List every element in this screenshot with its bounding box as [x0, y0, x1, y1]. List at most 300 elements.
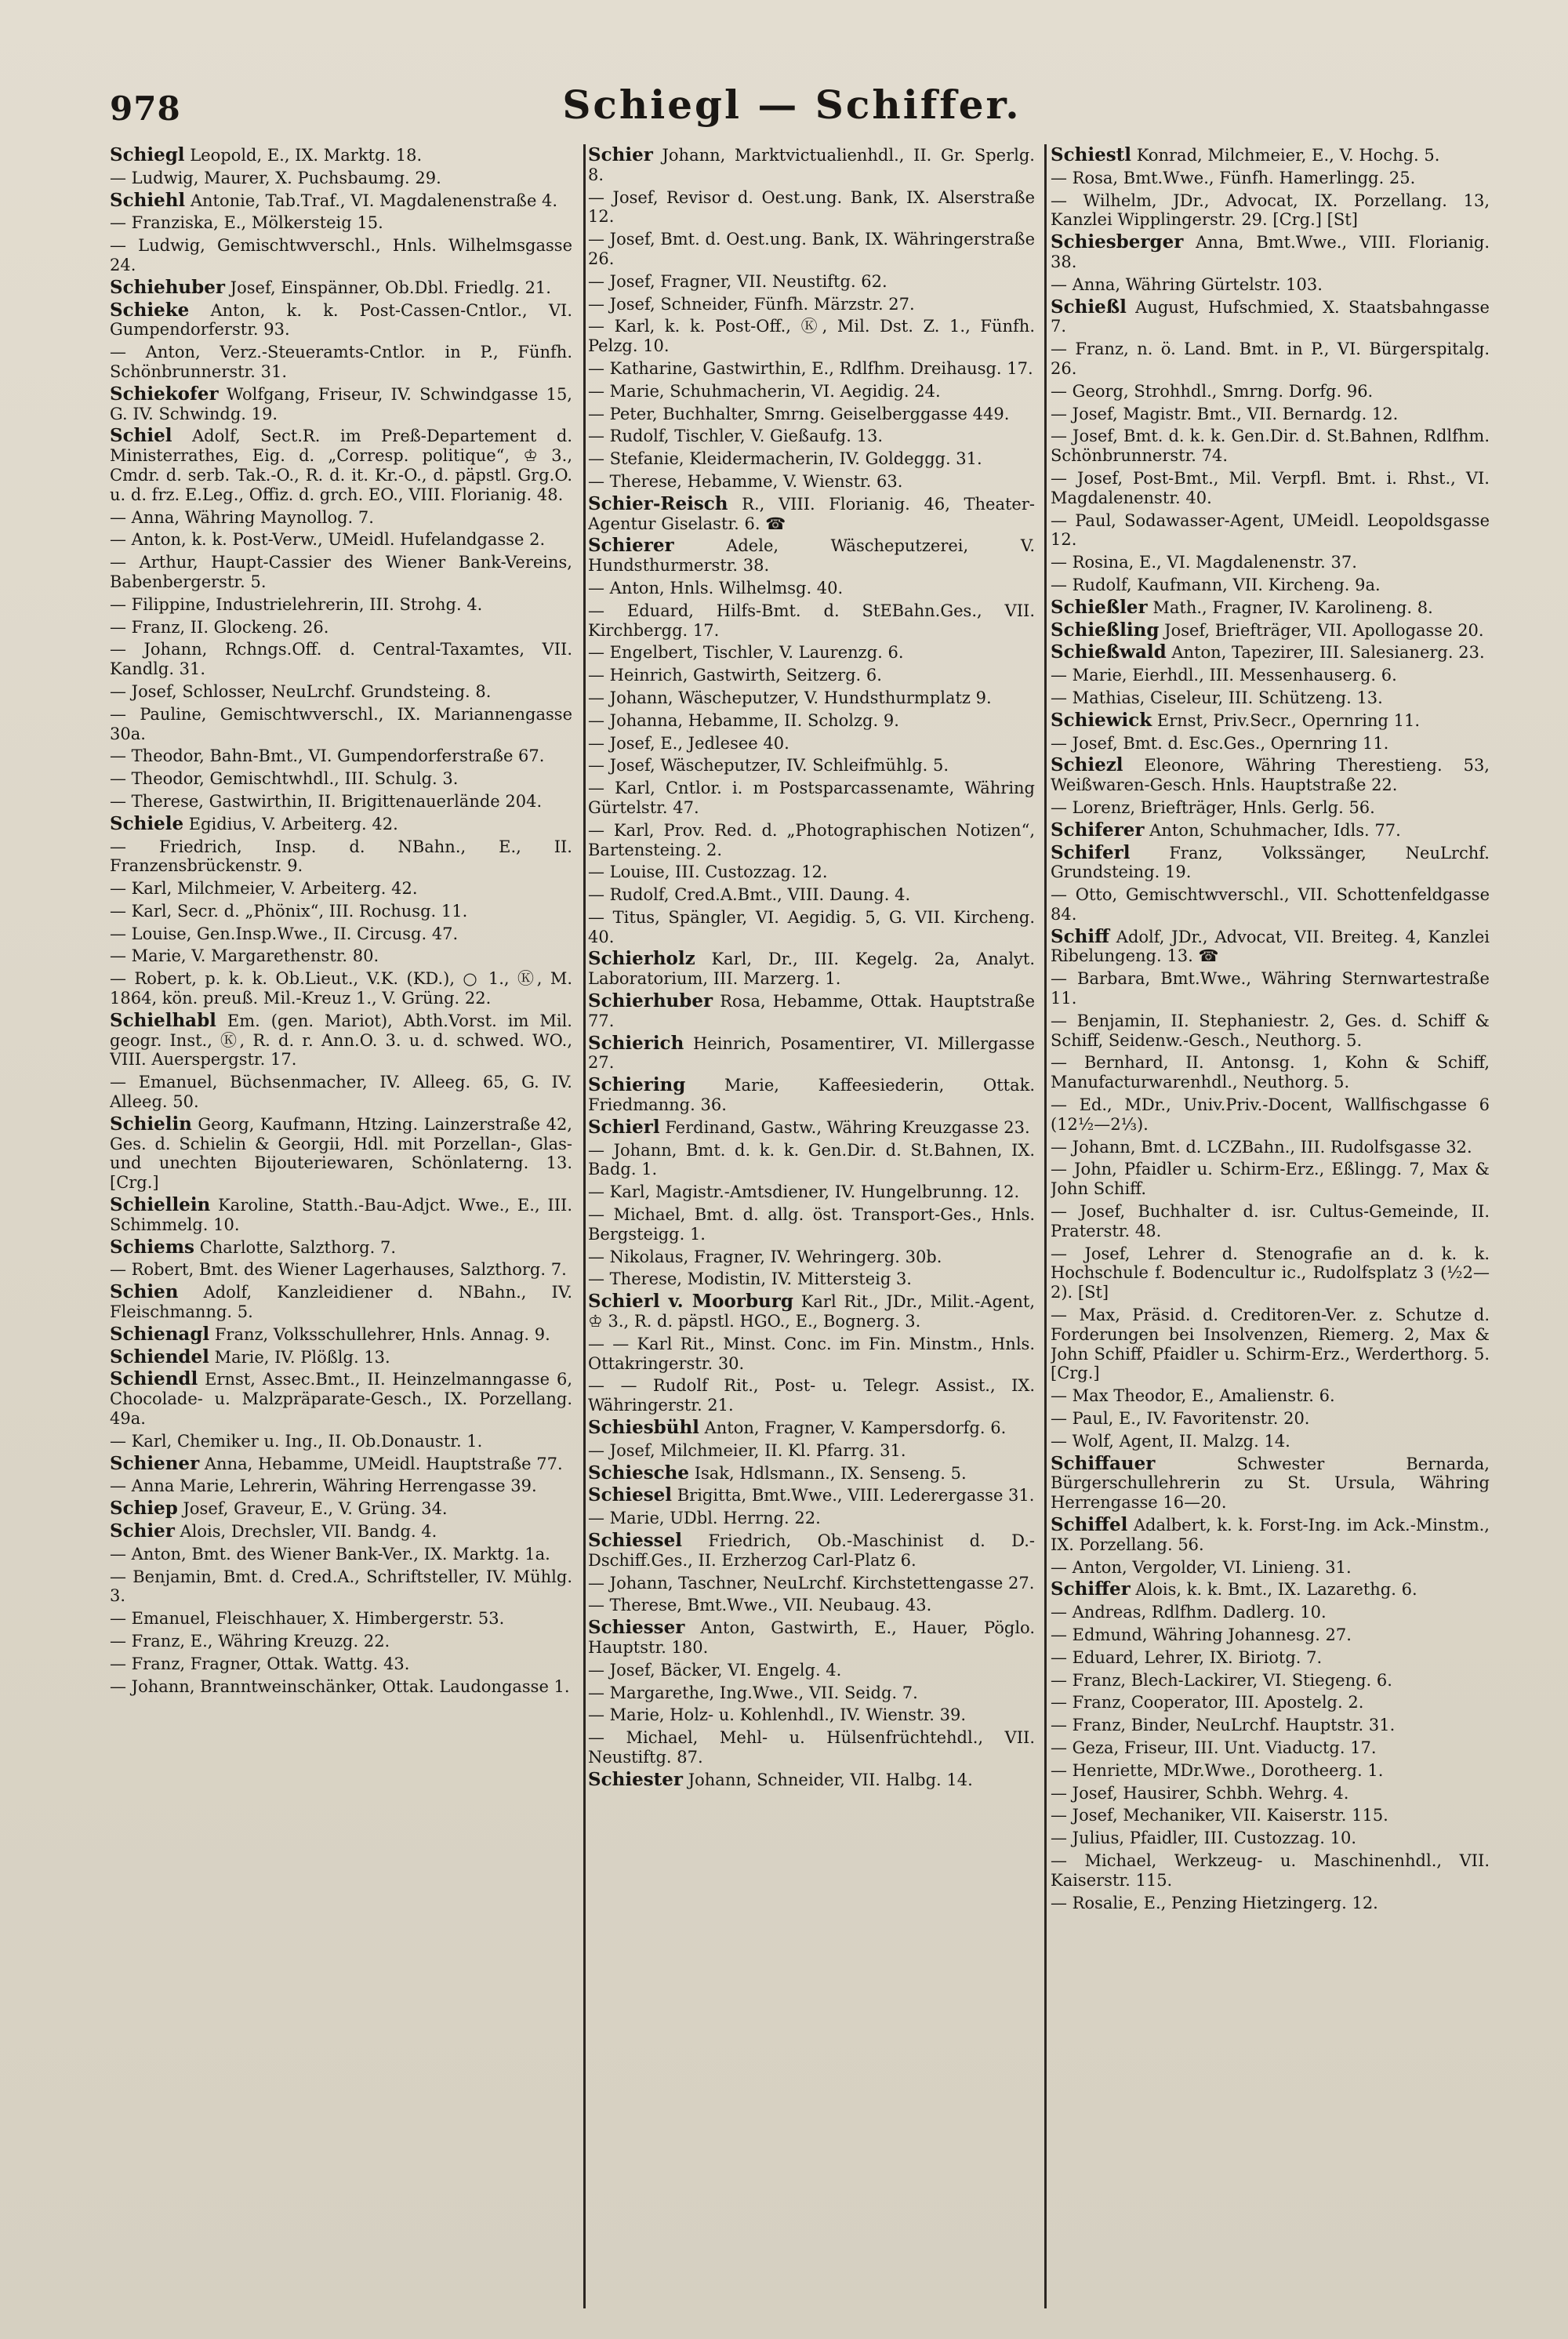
- page-number: 978: [110, 89, 181, 128]
- directory-entry: [1051, 1829, 1490, 1848]
- entry-text: — Johann, Taschner, NeuLrchf. Kirchstettengasse 27.: [588, 1573, 1035, 1593]
- entry-surname: Schiegl: [110, 144, 185, 165]
- directory-entry: [588, 1683, 1035, 1703]
- directory-entry: [1051, 1603, 1490, 1622]
- entry-text: — Filippine, Industrielehrerin, III. Strohg. 4.: [110, 594, 483, 614]
- entry-text: — Josef, Buchhalter d. isr. Cultus-Gemeinde, II. Praterstr. 48.: [1051, 1202, 1490, 1240]
- directory-entry: [1051, 925, 1490, 967]
- entry-text: — Bernhard, II. Antonsg. 1, Kohn & Schiff, Manufacturwarenhdl., Neuthorg. 5.: [1051, 1053, 1490, 1092]
- directory-entry: [1051, 1012, 1490, 1051]
- directory-entry: [110, 879, 572, 899]
- entry-text: — Josef, Bmt. d. Esc.Ges., Opernring 11.: [1051, 733, 1389, 753]
- directory-entry: [588, 146, 1035, 185]
- entry-text: Ferdinand, Gastw., Währing Kreuzgasse 23.: [665, 1117, 1030, 1137]
- directory-entry: [588, 734, 1035, 754]
- entry-text: — Josef, Milchmeier, II. Kl. Pfarrg. 31.: [588, 1440, 906, 1460]
- directory-entry: [588, 1705, 1035, 1725]
- directory-entry: [110, 705, 572, 744]
- directory-entry: [588, 295, 1035, 314]
- entry-text: Ernst, Priv.Secr., Opernring 11.: [1156, 710, 1421, 730]
- entry-surname: Schiester: [588, 1768, 684, 1790]
- entry-text: Rosa, Hebamme, Ottak. Hauptstraße 77.: [588, 992, 1035, 1030]
- directory-entry: [1051, 734, 1490, 754]
- directory-entry: [1051, 1648, 1490, 1668]
- entry-surname: Schielin: [110, 1113, 192, 1135]
- directory-columns: [110, 144, 1490, 2308]
- entry-text: — Therese, Modistin, IV. Mittersteig 3.: [588, 1269, 912, 1289]
- directory-entry: [1051, 1761, 1490, 1781]
- entry-surname: Schier-Reisch: [588, 492, 728, 514]
- entry-surname: Schiffer: [1051, 1578, 1131, 1600]
- directory-entry: [588, 711, 1035, 731]
- entry-text: Johann, Marktvictualienhdl., II. Gr. Sperlg. 8.: [588, 146, 1035, 184]
- entry-text: — Johann, Bmt. d. k. k. Gen.Dir. d. St.Bahnen, IX. Badg. 1.: [588, 1140, 1035, 1179]
- entry-text: — Franz, Blech-Lackirer, VI. Stiegeng. 6.: [1051, 1670, 1392, 1690]
- directory-entry: [588, 1076, 1035, 1115]
- directory-entry: [588, 666, 1035, 685]
- entry-surname: Schiendl: [110, 1368, 198, 1390]
- entry-text: — Therese, Bmt.Wwe., VII. Neubaug. 43.: [588, 1596, 932, 1615]
- entry-surname: Schiff: [1051, 925, 1109, 947]
- entry-text: — Louise, III. Custozzag. 12.: [588, 863, 828, 882]
- directory-entry: [1051, 885, 1490, 924]
- directory-entry: [110, 236, 572, 275]
- entry-text: — Edmund, Währing Johannesg. 27.: [1051, 1625, 1352, 1644]
- directory-entry: [110, 1452, 572, 1474]
- directory-entry: [1051, 1784, 1490, 1803]
- directory-entry: [1051, 576, 1490, 595]
- entry-text: — Josef, E., Jedlesee 40.: [588, 733, 789, 753]
- entry-text: — Josef, Post-Bmt., Mil. Verpfl. Bmt. i. Rhst., VI. Magdalenenstr. 40.: [1051, 468, 1490, 507]
- entry-text: — Anton, Vergolder, VI. Linieng. 31.: [1051, 1557, 1352, 1577]
- entry-text: — Josef, Mechaniker, VII. Kaiserstr. 115.: [1051, 1806, 1388, 1825]
- directory-entry: [588, 1768, 1035, 1790]
- running-title: Schiegl — Schiffer.: [562, 82, 1022, 128]
- entry-text: — Karl, Magistr.-Amtsdiener, IV. Hungelbrunng. 12.: [588, 1182, 1020, 1202]
- entry-text: — Josef, Schneider, Fünfh. Märzstr. 27.: [588, 294, 915, 314]
- entry-text: — Henriette, MDr.Wwe., Dorotheerg. 1.: [1051, 1760, 1384, 1780]
- entry-text: Anna, Hebamme, UMeidl. Hauptstraße 77.: [204, 1454, 563, 1473]
- entry-text: — Josef, Wäscheputzer, IV. Schleifmühlg. 5.: [588, 756, 949, 775]
- directory-entry: [588, 1034, 1035, 1073]
- entry-text: — Franz, E., Währing Kreuzg. 22.: [110, 1631, 390, 1651]
- directory-entry: [110, 1522, 572, 1542]
- entry-text: Josef, Briefträger, VII. Apollogasse 20.: [1164, 620, 1484, 640]
- directory-entry: [588, 1248, 1035, 1267]
- directory-entry: [110, 640, 572, 679]
- entry-text: Em. (gen. Mariot), Abth.Vorst. im Mil. geogr. Inst., Ⓚ, R. d. r. Ann.O. 3. u. d. schwed. WO., VIII. Auerspergstr. 17.: [110, 1011, 572, 1070]
- entry-text: — Paul, Sodawasser-Agent, UMeidl. Leopoldsgasse 12.: [1051, 510, 1490, 550]
- directory-entry: [110, 385, 572, 424]
- directory-entry: [110, 508, 572, 528]
- entry-text: Marie, Kaffeesiederin, Ottak. Friedmanng. 36.: [588, 1076, 1035, 1115]
- entry-text: — Josef, Bmt. d. k. k. Gen.Dir. d. St.Bahnen, Rdlfhm. Schönbrunnerstr. 74.: [1051, 427, 1490, 466]
- directory-entry: [1051, 1806, 1490, 1825]
- directory-entry: [588, 908, 1035, 947]
- entry-text: — Robert, Bmt. des Wiener Lagerhauses, Salzthorg. 7.: [110, 1260, 567, 1280]
- directory-entry: [588, 579, 1035, 598]
- entry-text: — Wolf, Agent, II. Malzg. 14.: [1051, 1431, 1290, 1451]
- entry-text: August, Hufschmied, X. Staatsbahngasse 7.: [1051, 297, 1490, 336]
- directory-entry: [588, 1205, 1035, 1244]
- entry-surname: Schiep: [110, 1498, 178, 1520]
- entry-surname: Schien: [110, 1281, 179, 1303]
- entry-text: — Andreas, Rdlfhm. Dadlerg. 10.: [1051, 1603, 1327, 1622]
- directory-entry: [110, 530, 572, 550]
- entry-text: Math., Fragner, IV. Karolineng. 8.: [1152, 597, 1433, 617]
- entry-text: Isak, Hdlsmann., IX. Senseng. 5.: [694, 1463, 967, 1483]
- directory-entry: [1051, 1516, 1490, 1555]
- entry-text: — Franz, Cooperator, III. Apostelg. 2.: [1051, 1693, 1364, 1712]
- entry-text: — Franz, II. Glockeng. 26.: [110, 617, 329, 637]
- entry-surname: Schiekofer: [110, 383, 219, 405]
- directory-entry: [588, 950, 1035, 989]
- entry-text: — Karl, Chemiker u. Ing., II. Ob.Donaustr. 1.: [110, 1431, 483, 1451]
- directory-entry: [1051, 146, 1490, 165]
- directory-entry: [588, 405, 1035, 424]
- directory-entry: [1051, 1306, 1490, 1383]
- directory-entry: [110, 946, 572, 966]
- entry-text: — Heinrich, Gastwirth, Seitzerg. 6.: [588, 666, 882, 685]
- entry-surname: Schiellein: [110, 1194, 211, 1216]
- directory-entry: [588, 779, 1035, 818]
- entry-text: Heinrich, Posamentirer, VI. Millergasse 27.: [588, 1033, 1035, 1073]
- directory-entry: [588, 1269, 1035, 1289]
- directory-entry: [110, 924, 572, 944]
- directory-entry: [1051, 1671, 1490, 1691]
- directory-entry: [1051, 405, 1490, 424]
- directory-entry: [110, 1073, 572, 1112]
- directory-entry: [1051, 969, 1490, 1008]
- entry-text: — Johann, Rchngs.Off. d. Central-Taxamtes, VII. Kandlg. 31.: [110, 640, 572, 679]
- entry-text: — Karl, Milchmeier, V. Arbeiterg. 42.: [110, 879, 418, 899]
- entry-text: — Franz, Binder, NeuLrchf. Hauptstr. 31.: [1051, 1716, 1396, 1735]
- entry-text: — Geza, Friseur, III. Unt. Viaductg. 17.: [1051, 1738, 1377, 1757]
- directory-entry: [588, 1596, 1035, 1615]
- entry-text: — Lorenz, Briefträger, Hnls. Gerlg. 56.: [1051, 797, 1375, 817]
- directory-entry: [1051, 666, 1490, 685]
- entry-text: — Nikolaus, Fragner, IV. Wehringerg. 30b.: [588, 1247, 942, 1266]
- directory-entry: [588, 427, 1035, 446]
- directory-entry: [110, 1238, 572, 1258]
- entry-surname: Schiel: [110, 425, 172, 447]
- directory-entry: [110, 902, 572, 921]
- directory-entry: [1051, 1053, 1490, 1092]
- directory-entry: [110, 1499, 572, 1519]
- entry-text: — Rudolf, Tischler, V. Gießaufg. 13.: [588, 427, 884, 446]
- directory-entry: [1051, 1716, 1490, 1735]
- entry-text: — Theodor, Bahn-Bmt., VI. Gumpendorferstraße 67.: [110, 746, 545, 766]
- entry-text: — Marie, UDbl. Herrng. 22.: [588, 1509, 821, 1528]
- column-2: [588, 144, 1035, 2308]
- entry-text: Alois, Drechsler, VII. Bandg. 4.: [180, 1522, 437, 1541]
- directory-entry: [1051, 598, 1490, 618]
- entry-surname: Schiener: [110, 1452, 200, 1474]
- directory-entry: [110, 1283, 572, 1322]
- directory-entry: [110, 1009, 572, 1070]
- entry-text: — Franz, Fragner, Ottak. Wattg. 43.: [110, 1654, 410, 1673]
- directory-entry: [1051, 553, 1490, 572]
- entry-text: — Josef, Hausirer, Schbh. Wehrg. 4.: [1051, 1783, 1349, 1803]
- entry-text: — Johann, Branntweinschänker, Ottak. Laudongasse 1.: [110, 1676, 570, 1696]
- entry-text: — Therese, Gastwirthin, II. Brigittenauerlände 204.: [110, 791, 543, 811]
- entry-text: — Johann, Wäscheputzer, V. Hundsthurmplatz 9.: [588, 688, 992, 707]
- column-1: [110, 144, 572, 2308]
- directory-entry: [1051, 711, 1490, 731]
- directory-entry: [1051, 1095, 1490, 1135]
- entry-surname: Schierl v. Moorburg: [588, 1291, 793, 1313]
- directory-entry: [1051, 841, 1490, 883]
- entry-surname: Schiferl: [1051, 841, 1131, 863]
- directory-entry: [110, 1432, 572, 1451]
- directory-entry: [588, 1728, 1035, 1767]
- entry-text: — Josef, Bäcker, VI. Engelg. 4.: [588, 1660, 842, 1680]
- directory-entry: [588, 1118, 1035, 1138]
- entry-text: — Rosa, Bmt.Wwe., Fünfh. Hamerlingg. 25.: [1051, 168, 1416, 187]
- directory-entry: [588, 1661, 1035, 1680]
- entry-text: — Marie, Holz- u. Kohlenhdl., IV. Wienstr. 39.: [588, 1705, 967, 1725]
- entry-text: — Eduard, Hilfs-Bmt. d. StEBahn.Ges., VII. Kirchbergg. 17.: [588, 601, 1035, 640]
- entry-surname: Schier: [588, 144, 653, 165]
- entry-text: — Karl, Prov. Red. d. „Photographischen Notizen“, Bartensteing. 2.: [588, 820, 1035, 859]
- entry-surname: Schiezl: [1051, 754, 1123, 776]
- directory-entry: [1051, 427, 1490, 466]
- entry-surname: Schiesberger: [1051, 231, 1184, 253]
- directory-entry: [110, 1609, 572, 1629]
- directory-entry: [588, 885, 1035, 905]
- entry-surname: Schiffauer: [1051, 1452, 1156, 1474]
- entry-text: Adele, Wäscheputzerei, V. Hundsthurmerstr. 38.: [588, 536, 1035, 576]
- entry-surname: Schienagl: [110, 1323, 210, 1345]
- directory-entry: [1051, 621, 1490, 641]
- directory-entry: [110, 1632, 572, 1651]
- entry-text: Adolf, Kanzleidiener d. NBahn., IV. Fleischmanng. 5.: [110, 1283, 572, 1322]
- directory-entry: [1051, 469, 1490, 508]
- directory-entry: [110, 792, 572, 812]
- directory-entry: [588, 1464, 1035, 1484]
- entry-surname: Schiesche: [588, 1462, 690, 1484]
- directory-entry: [110, 746, 572, 766]
- entry-text: Adolf, JDr., Advocat, VII. Breiteg. 4, Kanzlei Ribelungeng. 13. ☎: [1051, 927, 1490, 966]
- directory-entry: [588, 688, 1035, 708]
- directory-entry: [588, 1574, 1035, 1593]
- entry-text: — Anna, Währing Maynollog. 7.: [110, 507, 374, 527]
- directory-entry: [110, 1654, 572, 1674]
- directory-entry: [110, 146, 572, 165]
- entry-text: Wolfgang, Friseur, IV. Schwindgasse 15, G. IV. Schwindg. 19.: [110, 384, 572, 423]
- directory-entry: [110, 1325, 572, 1345]
- directory-entry: [1051, 340, 1490, 379]
- entry-surname: Schiele: [110, 812, 184, 834]
- entry-surname: Schielhabl: [110, 1009, 216, 1031]
- entry-text: — Emanuel, Büchsenmacher, IV. Alleeg. 65, G. IV. Alleeg. 50.: [110, 1073, 572, 1112]
- entry-text: — Karl, Secr. d. „Phönix“, III. Rochusg. 11.: [110, 901, 468, 921]
- directory-entry: [110, 278, 572, 298]
- entry-text: Konrad, Milchmeier, E., V. Hochg. 5.: [1136, 146, 1440, 165]
- directory-entry: [588, 1531, 1035, 1571]
- directory-entry: [1051, 1580, 1490, 1600]
- entry-text: — Josef, Lehrer d. Stenografie an d. k. k. Hochschule f. Bodencultur ic., Rudolfsplatz 3 (½2—2). [St]: [1051, 1244, 1490, 1302]
- entry-surname: Schierhuber: [588, 990, 713, 1012]
- directory-entry: [588, 382, 1035, 401]
- entry-text: Egidius, V. Arbeiterg. 42.: [188, 814, 398, 834]
- directory-entry: [588, 1292, 1035, 1331]
- directory-entry: [110, 969, 572, 1008]
- entry-surname: Schießling: [1051, 619, 1160, 641]
- entry-text: — — Karl Rit., Minst. Conc. im Fin. Minstm., Hnls. Ottakringerstr. 30.: [588, 1334, 1035, 1373]
- directory-entry: [1051, 382, 1490, 401]
- directory-entry: [588, 821, 1035, 860]
- directory-entry: [1051, 1851, 1490, 1890]
- entry-surname: Schiems: [110, 1236, 194, 1258]
- entry-text: — Louise, Gen.Insp.Wwe., II. Circusg. 47.: [110, 924, 459, 943]
- directory-entry: [588, 1335, 1035, 1374]
- entry-text: — Franziska, E., Mölkersteig 15.: [110, 213, 383, 233]
- entry-text: — Otto, Gemischtwverschl., VII. Schottenfeldgasse 84.: [1051, 885, 1490, 924]
- entry-surname: Schiesser: [588, 1617, 685, 1639]
- entry-text: — Marie, Schuhmacherin, VI. Aegidig. 24.: [588, 381, 941, 401]
- entry-text: Karl Rit., JDr., Milit.-Agent, ♔ 3., R. d. päpstl. HGO., E., Bognerg. 3.: [588, 1292, 1035, 1331]
- directory-entry: [110, 812, 572, 834]
- entry-text: — Robert, p. k. k. Ob.Lieut., V.K. (KD.), ○ 1., Ⓚ, M. 1864, kön. preuß. Mil.-Kreuz 1., V. Grüng. 22.: [110, 969, 572, 1008]
- directory-entry: [588, 643, 1035, 663]
- directory-entry: [1051, 1693, 1490, 1712]
- directory-entry: [1051, 275, 1490, 295]
- entry-text: Adolf, Sect.R. im Preß-Departement d. Ministerrathes, Eig. d. „Corresp. politique“, ♔ 3., Cmdr. d. serb. Tak.-O., R. d. it. Kr.-O., d. päpstl. Grg.O. u. d. frz. E.Leg., Offiz. d. grch. EO., VIII. Florianig. 48.: [110, 427, 572, 504]
- directory-entry: [1051, 821, 1490, 841]
- entry-text: — Barbara, Bmt.Wwe., Währing Sternwartestraße 11.: [1051, 969, 1490, 1008]
- entry-text: — Rudolf, Cred.A.Bmt., VIII. Daung. 4.: [588, 885, 911, 905]
- directory-entry: [110, 343, 572, 382]
- entry-text: Antonie, Tab.Traf., VI. Magdalenenstraße 4.: [190, 191, 558, 210]
- entry-surname: Schierer: [588, 535, 674, 557]
- entry-text: — Rosalie, E., Penzing Hietzingerg. 12.: [1051, 1893, 1378, 1912]
- directory-entry: [110, 618, 572, 637]
- directory-entry: [1051, 298, 1490, 337]
- entry-text: — Mathias, Ciseleur, III. Schützeng. 13.: [1051, 688, 1383, 707]
- entry-text: Anton, Gastwirth, E., Hauer, Pöglo. Hauptstr. 180.: [588, 1618, 1035, 1657]
- directory-entry: [110, 1677, 572, 1697]
- directory-entry: [110, 595, 572, 615]
- directory-entry: [110, 1567, 572, 1607]
- entry-text: — Benjamin, Bmt. d. Cred.A., Schriftsteller, IV. Mühlg. 3.: [110, 1567, 572, 1606]
- directory-entry: [1051, 1625, 1490, 1645]
- entry-text: — Titus, Spängler, VI. Aegidig. 5, G. VII. Kircheng. 40.: [588, 907, 1035, 946]
- entry-text: — — Rudolf Rit., Post- u. Telegr. Assist., IX. Währingerstr. 21.: [588, 1376, 1035, 1415]
- entry-text: Anton, Fragner, V. Kampersdorfg. 6.: [704, 1418, 1007, 1438]
- entry-text: Brigitta, Bmt.Wwe., VIII. Lederergasse 31.: [677, 1486, 1035, 1505]
- entry-text: — Anton, Bmt. des Wiener Bank-Ver., IX. Marktg. 1a.: [110, 1544, 550, 1564]
- column-3: [1051, 144, 1490, 2308]
- directory-entry: [588, 992, 1035, 1031]
- entry-text: — Rosina, E., VI. Magdalenenstr. 37.: [1051, 553, 1357, 572]
- directory-entry: [588, 359, 1035, 379]
- directory-entry: [110, 682, 572, 702]
- directory-entry: [588, 230, 1035, 269]
- entry-surname: Schiestl: [1051, 144, 1132, 165]
- directory-entry: [110, 1370, 572, 1428]
- entry-text: — Josef, Fragner, VII. Neustiftg. 62.: [588, 271, 887, 291]
- entry-text: — Margarethe, Ing.Wwe., VII. Seidg. 7.: [588, 1683, 918, 1702]
- entry-surname: Schierl: [588, 1116, 660, 1138]
- directory-entry: [588, 492, 1035, 534]
- directory-entry: [110, 1196, 572, 1235]
- directory-entry: [1051, 191, 1490, 231]
- entry-surname: Schiering: [588, 1074, 686, 1096]
- entry-text: — Anna, Währing Gürtelstr. 103.: [1051, 274, 1323, 294]
- directory-entry: [1051, 1432, 1490, 1451]
- entry-text: — Josef, Magistr. Bmt., VII. Bernardg. 12.: [1051, 404, 1399, 423]
- page-header: [110, 75, 1474, 146]
- directory-entry: [1051, 688, 1490, 708]
- directory-entry: [1051, 1452, 1490, 1513]
- entry-surname: Schiehl: [110, 189, 186, 211]
- directory-entry: [588, 1618, 1035, 1658]
- entry-surname: Schiessel: [588, 1530, 682, 1551]
- entry-text: — Anton, Verz.-Steueramts-Cntlor. in P., Fünfh. Schönbrunnerstr. 31.: [110, 343, 572, 381]
- entry-text: — Ludwig, Gemischtwverschl., Hnls. Wilhelmsgasse 24.: [110, 236, 572, 274]
- directory-entry: [1051, 1894, 1490, 1913]
- directory-entry: [1051, 1138, 1490, 1157]
- entry-surname: Schiesbühl: [588, 1417, 699, 1439]
- directory-entry: [110, 769, 572, 789]
- entry-text: — Wilhelm, JDr., Advocat, IX. Porzellang. 13, Kanzlei Wipplingerstr. 29. [Crg.] [St]: [1051, 191, 1490, 230]
- entry-text: Schwester Bernarda, Bürgerschullehrerin zu St. Ursula, Währing Herrengasse 16—20.: [1051, 1454, 1490, 1513]
- entry-text: Franz, Volksschullehrer, Hnls. Annag. 9.: [214, 1324, 550, 1344]
- entry-text: — Karl, Cntlor. i. m Postsparcassenamte, Währing Gürtelstr. 47.: [588, 779, 1035, 817]
- directory-entry: [110, 1348, 572, 1367]
- entry-text: Anton, Tapezirer, III. Salesianerg. 23.: [1171, 643, 1485, 663]
- entry-surname: Schießler: [1051, 596, 1148, 618]
- entry-surname: Schießl: [1051, 296, 1127, 318]
- entry-surname: Schiendel: [110, 1346, 209, 1367]
- directory-entry: [588, 472, 1035, 492]
- directory-entry: [1051, 1386, 1490, 1406]
- entry-text: — Engelbert, Tischler, V. Laurenzg. 6.: [588, 643, 904, 663]
- directory-entry: [110, 1476, 572, 1496]
- directory-entry: [110, 427, 572, 504]
- entry-text: — Julius, Pfaidler, III. Custozzag. 10.: [1051, 1829, 1357, 1848]
- directory-entry: [588, 272, 1035, 292]
- directory-entry: [110, 301, 572, 340]
- directory-entry: [588, 756, 1035, 775]
- entry-text: Johann, Schneider, VII. Halbg. 14.: [688, 1770, 973, 1789]
- entry-text: R., VIII. Florianig. 46, Theater-Agentur Giselastr. 6. ☎: [588, 494, 1035, 533]
- directory-entry: [110, 837, 572, 877]
- directory-entry: [110, 191, 572, 211]
- entry-text: — Michael, Bmt. d. allg. öst. Transport-Ges., Hnls. Bergsteigg. 1.: [588, 1205, 1035, 1244]
- directory-entry: [1051, 1409, 1490, 1429]
- entry-text: — Josef, Revisor d. Oest.ung. Bank, IX. Alserstraße 12.: [588, 187, 1035, 227]
- entry-surname: Schieke: [110, 299, 190, 321]
- entry-text: — Katharine, Gastwirthin, E., Rdlfhm. Dreihausg. 17.: [588, 358, 1033, 378]
- entry-text: — Ludwig, Maurer, X. Puchsbaumg. 29.: [110, 168, 441, 187]
- entry-text: — Johann, Bmt. d. LCZBahn., III. Rudolfsgasse 32.: [1051, 1137, 1472, 1157]
- entry-text: Anton, k. k. Post-Cassen-Cntlor., VI. Gumpendorferstr. 93.: [110, 300, 572, 340]
- directory-entry: [588, 601, 1035, 641]
- directory-entry: [588, 317, 1035, 356]
- entry-text: Josef, Einspänner, Ob.Dbl. Friedlg. 21.: [230, 278, 551, 297]
- entry-surname: Schier: [110, 1520, 175, 1542]
- entry-text: — Stefanie, Kleidermacherin, IV. Goldeggg. 31.: [588, 449, 982, 469]
- directory-entry: [588, 188, 1035, 227]
- entry-text: — Emanuel, Fleischhauer, X. Himbergerstr. 53.: [110, 1609, 505, 1629]
- entry-text: — Marie, Eierhdl., III. Messenhauserg. 6.: [1051, 666, 1397, 685]
- entry-text: Karoline, Statth.-Bau-Adjct. Wwe., E., III. Schimmelg. 10.: [110, 1196, 572, 1234]
- entry-surname: Schiehuber: [110, 276, 225, 298]
- directory-entry: [588, 1141, 1035, 1180]
- directory-entry: [588, 449, 1035, 469]
